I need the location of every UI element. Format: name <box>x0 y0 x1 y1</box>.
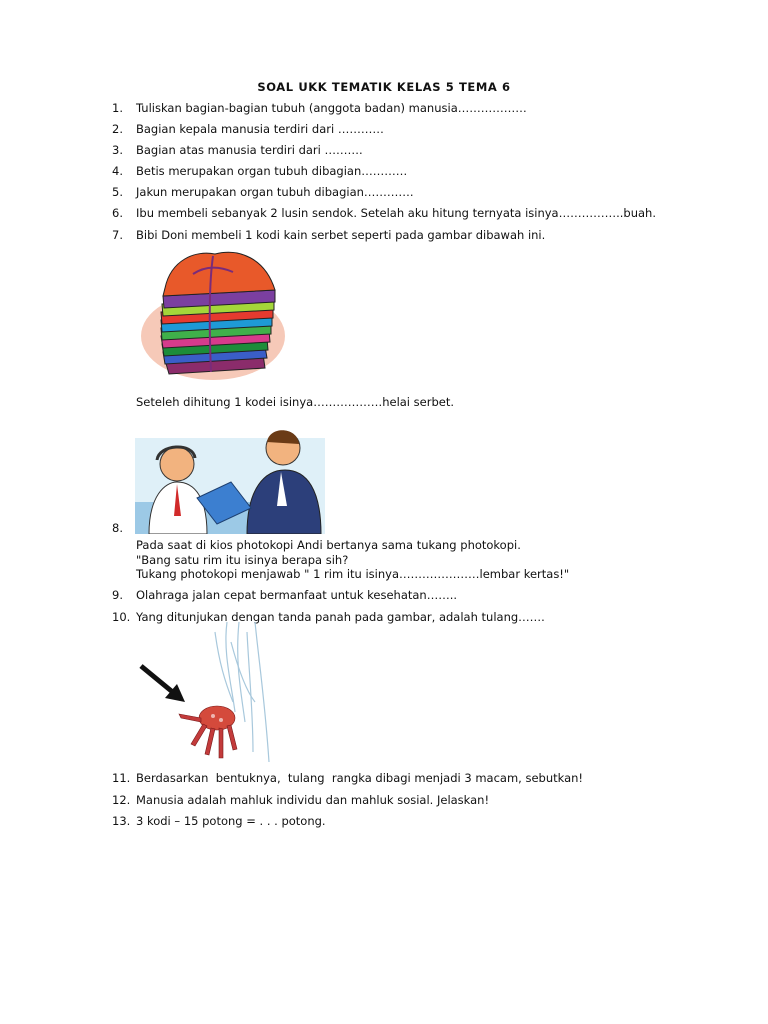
question-8: 8. <box>112 521 123 535</box>
question-9: 9.Olahraga jalan cepat bermanfaat untuk kesehatan…….. <box>112 588 458 602</box>
question-4: 4. Betis merupakan organ tubuh dibagian………… <box>112 164 408 178</box>
question-5: 5. Jakun merupakan organ tubuh dibagian…………. <box>112 185 414 199</box>
question-11: 11. Berdasarkan bentuknya, tulang rangka dibagi menjadi 3 macam, sebutkan! <box>112 771 584 785</box>
question-8-line-3: Tukang photokopi menjawab " 1 rim itu isinya…………………lembar kertas!" <box>136 567 570 581</box>
question-12: 12. Manusia adalah mahluk individu dan mahluk sosial. Jelaskan! <box>112 793 490 807</box>
towels-image <box>135 244 295 384</box>
question-2: 2. Bagian kepala manusia terdiri dari ………… <box>112 122 384 136</box>
question-10: 10. Yang ditunjukan dengan tanda panah pada gambar, adalah tulang……. <box>112 610 545 624</box>
question-7-answer-line: Seteleh dihitung 1 kodei isinya………………helai serbet. <box>136 395 454 409</box>
question-1: 1. Tuliskan bagian-bagian tubuh (anggota badan) manusia……………… <box>112 101 527 115</box>
question-8-line-2: "Bang satu rim itu isinya berapa sih? <box>136 553 349 567</box>
question-3: 3. Bagian atas manusia terdiri dari ………. <box>112 143 363 157</box>
hand-bones-image <box>135 622 285 768</box>
question-8-line-1: Pada saat di kios photokopi Andi bertanya sama tukang photokopi. <box>136 538 521 552</box>
page-title: SOAL UKK TEMATIK KELAS 5 TEMA 6 <box>257 80 511 94</box>
photocopy-image <box>135 416 325 534</box>
question-6: 6. Ibu membeli sebanyak 2 lusin sendok. Setelah aku hitung ternyata isinya……………..buah. <box>112 206 656 220</box>
question-13: 13. 3 kodi – 15 potong = . . . potong. <box>112 814 326 828</box>
question-7: 7. Bibi Doni membeli 1 kodi kain serbet seperti pada gambar dibawah ini. <box>112 228 546 242</box>
